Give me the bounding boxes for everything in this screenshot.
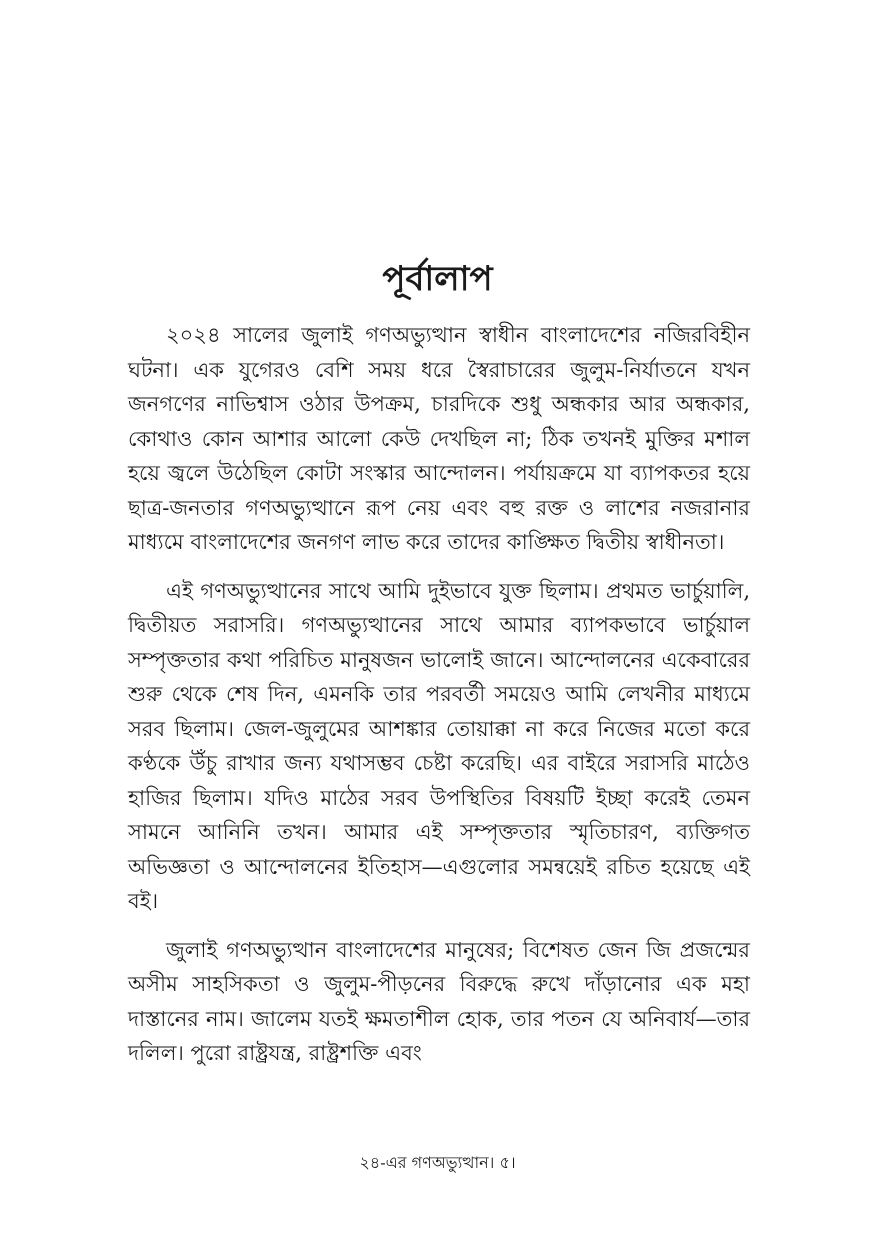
paragraph: ২০২৪ সালের জুলাই গণঅভ্যুত্থান স্বাধীন বাংলাদেশের নজিরবিহীন ঘটনা। এক যুগেরও বেশি সময় ধরে স্বৈরাচারের জুলুম-নির্যাতনে যখন জনগণের নাভিশ্বাস ওঠার উপক্রম, চারদিকে শুধু অন্ধকার আর অন্ধকার, কোথাও কোন আশার আলো কেউ দেখছিল না; ঠিক তখনই মুক্তির মশাল হয়ে জ্বলে উঠেছিল কোটা সংস্কার আন্দোলন। পর্যায়ক্রমে যা ব্যাপকতর হয়ে ছাত্র-জনতার গণঅভ্যুত্থানে রূপ নেয় এবং বহু রক্ত ও লাশের নজরানার মাধ্যমে বাংলাদেশের জনগণ লাভ করে তাদের কাঙ্ক্ষিত দ্বিতীয় স্বাধীনতা।	[128, 323, 750, 554]
paragraph: এই গণঅভ্যুত্থানের সাথে আমি দুইভাবে যুক্ত ছিলাম। প্রথমত ভার্চুয়ালি, দ্বিতীয়ত সরাসরি। গণঅভ্যুত্থানের সাথে আমার ব্যাপকভাবে ভার্চুয়াল সম্পৃক্ততার কথা পরিচিত মানুষজন ভালোই জানে। আন্দোলনের একেবারের শুরু থেকে শেষ দিন, এমনকি তার পরবর্তী সময়েও আমি লেখনীর মাধ্যমে সরব ছিলাম। জেল-জুলুমের আশঙ্কার তোয়াক্কা না করে নিজের মতো করে কণ্ঠকে উঁচু রাখার জন্য যথাসম্ভব চেষ্টা করেছি। এর বাইরে সরাসরি মাঠেও হাজির ছিলাম। যদিও মাঠের সরব উপস্থিতির বিষয়টি ইচ্ছা করেই তেমন সামনে আনিনি তখন। আমার এই সম্পৃক্ততার স্মৃতিচারণ, ব্যক্তিগত অভিজ্ঞতা ও আন্দোলনের ইতিহাস—এগুলোর সমন্বয়েই রচিত হয়েছে এই বই।	[128, 578, 750, 913]
body-text	[128, 318, 750, 1085]
paragraph: জুলাই গণঅভ্যুত্থান বাংলাদেশের মানুষের; বিশেষত জেন জি প্রজন্মের অসীম সাহসিকতা ও জুলুম-পীড়নের বিরুদ্ধে রুখে দাঁড়ানোর এক মহা দাস্তানের নাম। জালেম যতই ক্ষমতাশীল হোক, তার পতন যে অনিবার্য—তার দলিল। পুরো রাষ্ট্রযন্ত্র, রাষ্ট্রশক্তি এবং	[128, 937, 750, 1065]
page-title: পূর্বালাপ	[382, 259, 493, 299]
page-footer: ২৪-এর গণঅভ্যুত্থান। ৫।	[359, 1153, 516, 1172]
